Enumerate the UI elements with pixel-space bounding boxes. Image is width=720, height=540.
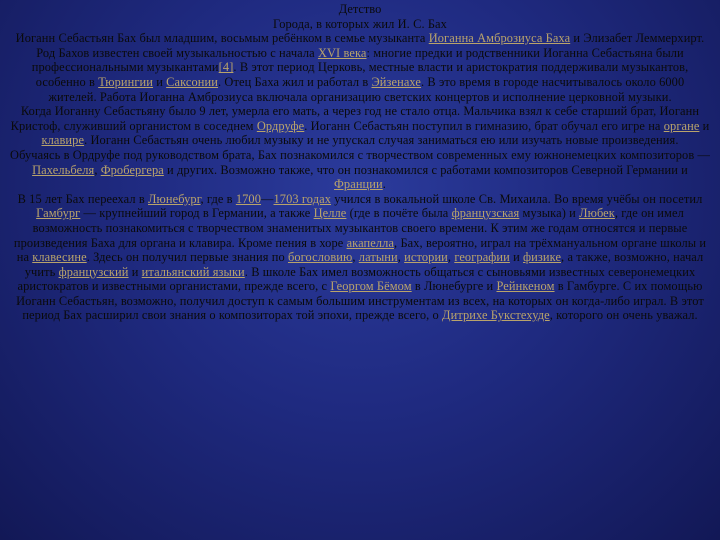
link-froberger[interactable]: Фробергера bbox=[100, 162, 164, 177]
link-french[interactable]: французская bbox=[451, 206, 520, 221]
link-history[interactable]: истории bbox=[404, 250, 448, 265]
text-run: Обучаясь в Ордруфе под руководством брата, Бах познакомился с творчеством современных ему южнонемецких композиторов — bbox=[10, 147, 710, 162]
text-run: , bbox=[447, 250, 455, 265]
text-run: и bbox=[153, 74, 167, 89]
link-geography[interactable]: географии bbox=[454, 250, 510, 265]
text-run: : многие предки и родственники Иоганна Себастьяна были профессиональными музыкантами bbox=[31, 45, 684, 75]
text-run: — bbox=[261, 191, 274, 206]
text-run: . Отец Баха жил и работал в bbox=[218, 74, 372, 89]
link-hamburg[interactable]: Гамбург bbox=[36, 206, 81, 221]
text-run: Когда Иоганну Себастьяну было 9 лет, умерла его мать, а через год не стало отца. Мальчика взял к себе старший брат, Иоганн Кристоф, служивший органистом в соседнем bbox=[10, 104, 700, 133]
text-run: , а также, возможно, начал учить bbox=[24, 250, 704, 279]
text-run: и других. Возможно также, что он познакомился с работами композиторов Северной Германии и bbox=[163, 162, 688, 177]
link-celle[interactable]: Целле bbox=[313, 206, 347, 221]
link-french-language[interactable]: французский bbox=[58, 264, 129, 279]
text-run: и bbox=[699, 118, 710, 133]
link-theology[interactable]: богословию bbox=[287, 250, 353, 265]
text-run: в Люнебурге и bbox=[411, 279, 497, 294]
section-title: Детство bbox=[338, 2, 382, 16]
link-france[interactable]: Франции bbox=[334, 177, 383, 192]
text-run: и bbox=[128, 264, 142, 279]
paragraph-3 bbox=[10, 148, 710, 192]
paragraph-2 bbox=[10, 104, 710, 148]
text-run: (где в почёте была bbox=[346, 206, 452, 221]
text-run: и Элизабет Леммерхирт. Род Бахов известен своей музыкальностью с начала bbox=[36, 31, 705, 60]
link-clavier[interactable]: клавире bbox=[41, 133, 85, 148]
link-reincken[interactable]: Рейнкеном bbox=[496, 279, 555, 294]
text-run: . В это время в городе насчитывалось около 6000 жителей. Работа Иоганна Амброзиуса включала организацию светских концертов и исполнение церковной музыки. bbox=[48, 74, 685, 104]
link-eisenach[interactable]: Эйзенахе bbox=[371, 74, 422, 89]
image-caption: Города, в которых жил И. С. Бах bbox=[273, 16, 447, 31]
link-organ[interactable]: органе bbox=[663, 118, 700, 133]
text-run: в Гамбурге. С их помощью Иоганн Себастьян, возможно, получил доступ к самым большим инструментам из всех, на которых он когда-либо играл. В этот период Бах расширил свои знания о композиторах той эпохи, прежде всего, о bbox=[16, 279, 704, 323]
text-run: , bbox=[397, 250, 405, 265]
text-run: , где в bbox=[200, 191, 236, 206]
link-iogann-ambrozius-bach[interactable]: Иоганна Амброзиуса Баха bbox=[428, 31, 571, 46]
link-1700[interactable]: 1700 bbox=[235, 191, 262, 206]
link-luneburg[interactable]: Люнебург bbox=[148, 191, 201, 206]
text-run: . В школе Бах имел возможность общаться с сыновьями известных северонемецких аристократов и известными органистами, прежде всего, с bbox=[17, 264, 696, 294]
text-run: . Иоганн Себастьян поступил в гимназию, брат обучал его игре на bbox=[304, 118, 664, 133]
link-thuringia[interactable]: Тюрингии bbox=[98, 74, 153, 89]
text-run: . Здесь он получил первые знания по bbox=[86, 250, 288, 265]
link-xvi-century[interactable]: XVI века bbox=[317, 45, 367, 60]
link-ohrdruf[interactable]: Ордруфе bbox=[256, 118, 305, 133]
paragraph-4 bbox=[10, 192, 710, 323]
text-run: Иоганн Себастьян Бах был младшим, восьмым ребёнком в семье музыканта bbox=[15, 31, 429, 46]
link-footnote-4[interactable]: [4] bbox=[218, 60, 234, 75]
link-lubeck[interactable]: Любек bbox=[579, 206, 615, 221]
text-run: , где он имел возможность познакомиться с творчеством знаменитых музыкантов своего времени. К этим же годам относятся и первые произведения Баха для органа и клавира. Кроме пения в хоре bbox=[13, 206, 688, 250]
link-harpsichord[interactable]: клавесине bbox=[32, 250, 87, 265]
link-dietrich-buxtehude[interactable]: Дитрихе Букстехуде bbox=[442, 308, 550, 323]
text-run: , bbox=[352, 250, 359, 265]
link-georg-bohm[interactable]: Георгом Бёмом bbox=[330, 279, 412, 294]
link-latin[interactable]: латыни bbox=[358, 250, 398, 265]
text-run: — крупнейший город в Германии, а также bbox=[80, 206, 314, 221]
text-run: . Иоганн Себастьян очень любил музыку и не упускал случая заниматься ею или изучать новые произведения. bbox=[84, 133, 679, 148]
link-italian-language[interactable]: итальянский языки bbox=[141, 264, 245, 279]
link-1703-years[interactable]: 1703 годах bbox=[273, 191, 332, 206]
text-run: . В этот период Церковь, местные власти и аристократия поддерживали музыкантов, особенно в bbox=[35, 60, 689, 89]
text-run: и bbox=[509, 250, 524, 265]
text-run: В 15 лет Бах переехал в bbox=[17, 191, 149, 206]
link-pachelbel[interactable]: Пахельбеля bbox=[32, 162, 95, 177]
text-run: , Бах, вероятно, играл на трёхмануальном органе школы и на bbox=[16, 235, 707, 265]
link-physics[interactable]: физике bbox=[523, 250, 562, 265]
paragraph-1 bbox=[10, 31, 710, 104]
text-run: , bbox=[94, 162, 101, 177]
text-run: учился в вокальной школе Св. Михаила. Во время учёбы он посетил bbox=[331, 191, 703, 206]
text-run: музыка) и bbox=[519, 206, 580, 221]
text-run: . bbox=[382, 177, 386, 192]
text-run: , которого он очень уважал. bbox=[549, 308, 698, 323]
link-saxony[interactable]: Саксонии bbox=[166, 74, 219, 89]
link-a-cappella[interactable]: акапелла bbox=[346, 235, 395, 250]
